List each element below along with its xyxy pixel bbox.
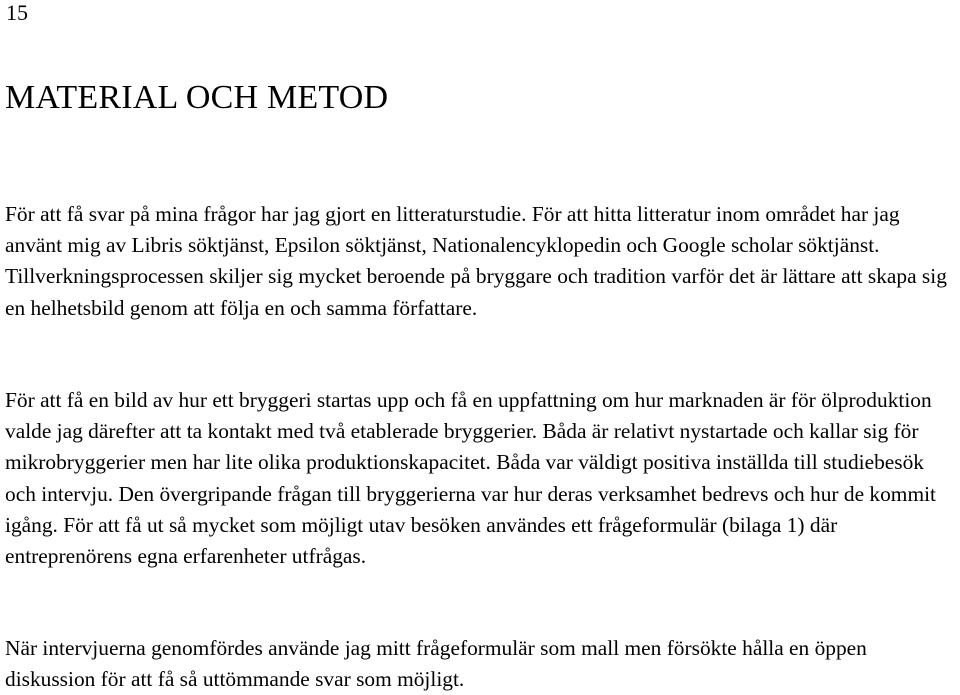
paragraph-literature-study: För att få svar på mina frågor har jag gjort en litteraturstudie. För att hitta litteratur inom området har jag använt mig av Libris söktjänst, Epsilon söktjänst, Nationalencyklopedin och Google scholar söktjänst. Tillverkningsprocessen skiljer sig mycket beroende på bryggare och tradition varför det är lättare att skapa sig en helhetsbild genom att följa en och samma författare.: [5, 202, 947, 320]
page-number: 15: [6, 0, 28, 25]
paragraph-interviews: När intervjuerna genomfördes använde jag mitt frågeformulär som mall men försökte hålla en öppen diskussion för att få så uttömmande svar som möjligt.: [5, 636, 867, 692]
paragraph-brewery-contact: För att få en bild av hur ett bryggeri startas upp och få en uppfattning om hur marknaden är för ölproduktion valde jag därefter att ta kontakt med två etablerade bryggerier. Båda är relativt nystartade och kallar sig för mikrobryggerier men har lite olika produktionskapacitet. Båda var väldigt positiva inställda till studiebesök och intervju. Den övergripande frågan till bryggerierna var hur deras verksamhet bedrevs och hur de kommit igång. För att få ut så mycket som möjligt utav besöken användes ett frågeformulär (bilaga 1) där entreprenörens egna erfarenheter utfrågas.: [5, 388, 936, 569]
section-heading: MATERIAL OCH METOD: [5, 79, 389, 116]
